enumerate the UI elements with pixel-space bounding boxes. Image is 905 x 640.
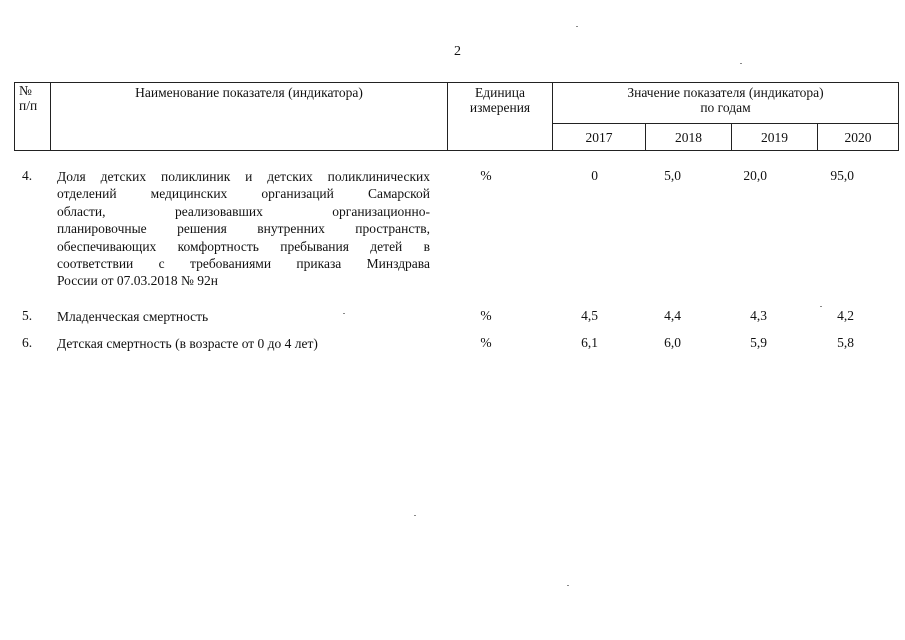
header-values-line-2: по годам <box>700 100 751 115</box>
row-number: 5. <box>22 308 33 323</box>
row-indicator-name-line: соответствии с требованиями приказа Минздрава <box>57 256 430 272</box>
row-value-2018: 5,0 <box>664 168 681 183</box>
row-value-2019: 4,3 <box>750 308 767 323</box>
row-value-2017: 0 <box>591 168 598 183</box>
row-value-2019: 20,0 <box>743 168 767 183</box>
row-indicator-name-line: обеспечивающих комфортность пребывания детей в <box>57 238 430 254</box>
header-num-line-2: п/п <box>19 98 38 113</box>
header-values-line-1: Значение показателя (индикатора) <box>627 85 824 100</box>
scan-speck <box>567 585 569 586</box>
row-unit: % <box>480 308 492 323</box>
row-indicator-name-line: области, реализовавших организационно- <box>57 203 430 219</box>
header-year-2018: 2018 <box>646 124 732 151</box>
row-value-2018: 6,0 <box>664 335 681 350</box>
row-indicator-name-line: планировочные решения внутренних пространств, <box>57 221 430 237</box>
header-unit <box>448 83 553 151</box>
scan-speck <box>414 515 416 516</box>
row-unit: % <box>480 168 492 183</box>
row-indicator-name-line: Доля детских поликлиник и детских поликлинических <box>57 169 430 184</box>
table-header <box>14 82 899 151</box>
scan-speck <box>576 26 578 27</box>
header-year-2020: 2020 <box>818 124 899 151</box>
page-number: 2 <box>454 44 461 59</box>
scan-speck <box>343 313 345 314</box>
row-value-2018: 4,4 <box>664 308 681 323</box>
header-unit-line-2: измерения <box>469 100 531 115</box>
row-indicator-name <box>57 308 430 325</box>
row-indicator-name <box>57 335 430 352</box>
row-value-2020: 4,2 <box>837 308 854 323</box>
row-value-2019: 5,9 <box>750 335 767 350</box>
row-number: 6. <box>22 335 33 350</box>
row-number: 4. <box>22 168 33 183</box>
row-indicator-name-line: отделений медицинских организаций Самарской <box>57 186 430 202</box>
row-value-2020: 5,8 <box>837 335 854 350</box>
row-indicator-name-line: Детская смертность (в возрасте от 0 до 4 лет) <box>57 336 318 351</box>
header-name: Наименование показателя (индикатора) <box>51 83 448 151</box>
row-indicator-name-line: Младенческая смертность <box>57 309 209 324</box>
row-indicator-name-line: России от 07.03.2018 № 92н <box>57 273 219 289</box>
row-value-2017: 6,1 <box>581 335 598 350</box>
row-value-2020: 95,0 <box>830 168 854 183</box>
row-value-2017: 4,5 <box>581 308 598 323</box>
header-year-2017: 2017 <box>553 124 646 151</box>
header-unit-line-1: Единица <box>474 85 525 100</box>
header-values-group <box>553 83 899 124</box>
row-unit: % <box>480 335 492 350</box>
header-num-line-1: № <box>19 83 32 98</box>
row-indicator-name <box>57 168 430 290</box>
scan-speck <box>740 63 742 64</box>
header-num <box>15 83 51 151</box>
scan-speck <box>820 306 822 307</box>
header-year-2019: 2019 <box>732 124 818 151</box>
